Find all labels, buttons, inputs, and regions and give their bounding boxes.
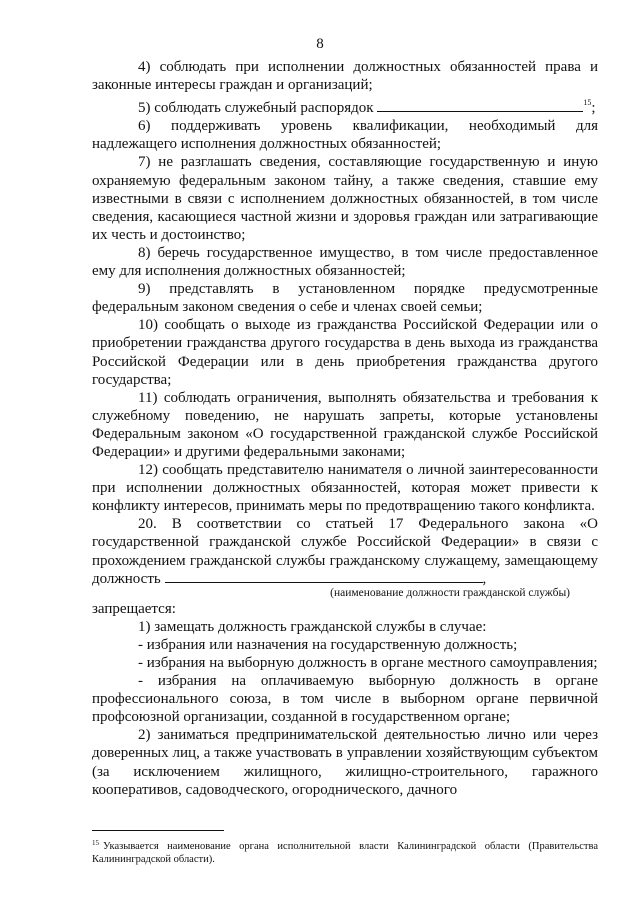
footnote-ref-15: 15 <box>583 98 592 108</box>
section-20-intro <box>92 515 598 587</box>
footnote <box>92 837 598 866</box>
footnote-mark: 15 <box>92 839 99 847</box>
prohibition-1-dash-2: - избрания на выборную должность в органе местного самоуправления; <box>138 655 598 671</box>
duty-item-12: 12) сообщать представителю нанимателя о личной заинтересованности при исполнении должностных обязанностей, которая может привести к конфликту интересов, принимать меры по предотвращению такого конфликта. <box>92 462 598 515</box>
duty-item-6: 6) поддерживать уровень квалификации, необходимый для надлежащего исполнения должностных обязанностей; <box>92 118 598 153</box>
section-20-text: 20. В соответствии со статьей 17 Федерального закона «О государственной гражданской службе Российской Федерации» в связи с прохождением гражданской службы гражданскому служащему, замещающему должность <box>92 516 598 587</box>
footnote-text: Указывается наименование органа исполнительной власти Калининградской области (Правительства Калининградской области). <box>92 841 598 865</box>
duty-item-5-end: ; <box>591 100 596 117</box>
duty-item-9: 9) представлять в установленном порядке предусмотренные федеральным законом сведения о себе и членах своей семьи; <box>92 281 598 316</box>
section-20-blank-end: , <box>482 570 487 587</box>
prohibition-1-dash-1: - избрания или назначения на государственную должность; <box>138 636 518 653</box>
duty-item-7: 7) не разглашать сведения, составляющие государственную и иную охраняемую федеральным законом тайну, а также сведения, ставшие ему известными в связи с исполнением должностных обязанностей, в том числе сведения, касающиеся частной жизни и здоровья граждан или затрагивающие их честь и достоинство; <box>92 154 598 243</box>
duty-item-4: 4) соблюдать при исполнении должностных обязанностей права и законные интересы граждан и организаций; <box>92 59 598 94</box>
duty-item-10: 10) сообщать о выходе из гражданства Российской Федерации или о приобретении гражданства другого государства в день выхода из гражданства Российской Федерации или в день приобретения гражданства другого государства; <box>92 317 598 388</box>
duty-item-5 <box>92 94 598 117</box>
page-number: 8 <box>316 36 324 52</box>
blank-line-employer <box>377 99 583 112</box>
prohibition-1: 1) замещать должность гражданской службы в случае: <box>138 618 487 635</box>
duty-item-11: 11) соблюдать ограничения, выполнять обязательства и требования к служебному поведению, не нарушать запреты, которые установлены Федеральным законом «О государственной гражданской службе Российской Федерации» и другими федеральными законами; <box>92 389 598 460</box>
position-caption: (наименование должности гражданской службы) <box>330 586 570 599</box>
prohibition-1-dash-3: - избрания на оплачиваемую выборную должность в органе профессионального союза, в том числе в выборном органе первичной профсоюзной организации, созданной в государственном органе; <box>92 673 598 726</box>
prohibition-2: 2) заниматься предпринимательской деятельностью лично или через доверенных лиц, а также участвовать в управлении хозяйствующим субъектом (за исключением жилищного, жилищно-строительного, гаражного кооперативов, садоводческого, огороднического, дачного <box>92 727 598 798</box>
duty-item-5-text: 5) соблюдать служебный распорядок <box>138 100 374 117</box>
prohibited-heading: запрещается: <box>92 600 176 617</box>
footnote-separator <box>92 830 224 831</box>
blank-line-position <box>165 570 483 583</box>
duty-item-8: 8) беречь государственное имущество, в том числе предоставленное ему для исполнения должностных обязанностей; <box>92 244 598 280</box>
document-body <box>92 58 598 799</box>
